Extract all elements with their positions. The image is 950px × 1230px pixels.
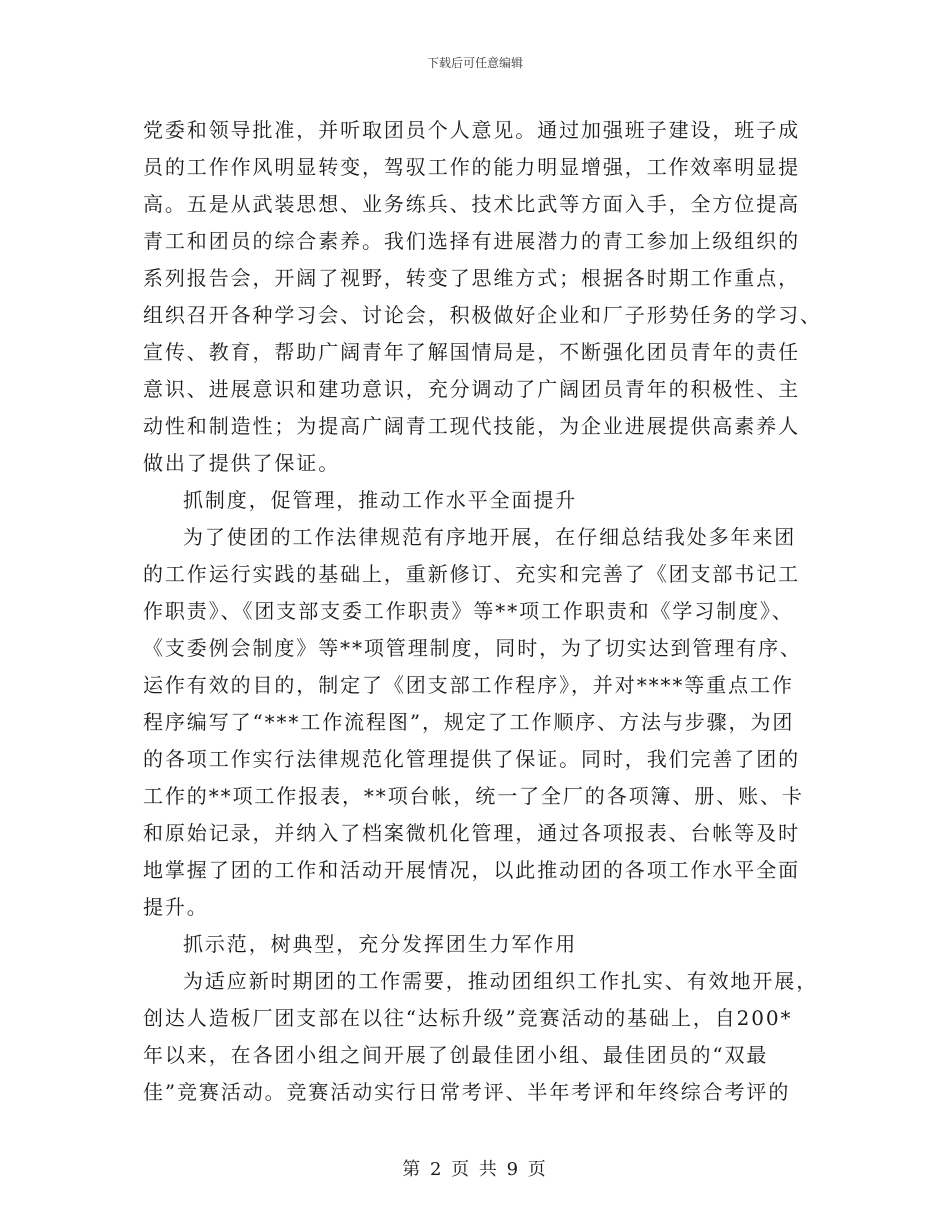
text-line: 地掌握了团的工作和活动开展情况，以此推动团的各项工作水平全面 [143,858,800,882]
text-line: 提升。 [143,895,209,919]
paragraph-first-line: 为适应新时期团的工作需要，推动团组织工作扎实、有效地开展， [183,969,819,993]
text-line: 宣传、教育，帮助广阔青年了解国情局是，不断强化团员青年的责任 [143,340,800,364]
text-line: 《支委例会制度》等**项管理制度，同时，为了切实达到管理有序、 [143,636,802,660]
text-line: 程序编写了“***工作流程图”，规定了工作顺序、方法与步骤，为团 [143,710,795,734]
text-line: 年以来，在各团小组之间开展了创最佳团小组、最佳团员的“双最 [143,1043,769,1067]
text-line: 青工和团员的综合素养。我们选择有进展潜力的青工参加上级组织的 [143,229,800,253]
section-heading: 抓示范，树典型，充分发挥团生力军作用 [183,932,578,956]
text-line: 和原始记录，并纳入了档案微机化管理，通过各项报表、台帐等及时 [143,821,800,845]
text-line: 意识、进展意识和建功意识，充分调动了广阔团员青年的积极性、主 [143,377,800,401]
section-heading: 抓制度，促管理，推动工作水平全面提升 [183,488,578,512]
text-line: 党委和领导批准，并听取团员个人意见。通过加强班子建设，班子成 [143,118,800,142]
text-line: 高。五是从武装思想、业务练兵、技术比武等方面入手，全方位提高 [143,192,800,216]
text-line: 的工作运行实践的基础上，重新修订、充实和完善了《团支部书记工 [143,562,800,586]
paragraph-first-line: 为了使团的工作法律规范有序地开展，在仔细总结我处多年来团 [183,525,797,549]
page-header-note: 下载后可任意编辑 [426,56,523,70]
text-line: 佳”竞赛活动。竞赛活动实行日常考评、半年考评和年终综合考评的 [143,1080,791,1104]
text-line: 做出了提供了保证。 [143,451,341,475]
text-line: 的各项工作实行法律规范化管理提供了保证。同时，我们完善了团的 [143,747,800,771]
text-line: 作职责》、《团支部支委工作职责》等**项工作职责和《学习制度》、 [143,599,794,623]
text-line: 运作有效的目的，制定了《团支部工作程序》，并对****等重点工作 [143,673,794,697]
text-line: 创达人造板厂团支部在以往“达标升级”竞赛活动的基础上，自200* [143,1006,793,1030]
page-footer-number: 第 2 页 共 9 页 [402,1159,548,1180]
text-line: 系列报告会，开阔了视野，转变了思维方式；根据各时期工作重点， [143,266,800,290]
text-line: 员的工作作风明显转变，驾驭工作的能力明显增强，工作效率明显提 [143,155,800,179]
text-line: 工作的**项工作报表，**项台帐，统一了全厂的各项簿、册、账、卡 [143,784,804,808]
text-line: 动性和制造性；为提高广阔青工现代技能，为企业进展提供高素养人 [143,414,800,438]
text-line: 组织召开各种学习会、讨论会，积极做好企业和厂子形势任务的学习、 [143,303,822,327]
body-text [143,112,822,1111]
